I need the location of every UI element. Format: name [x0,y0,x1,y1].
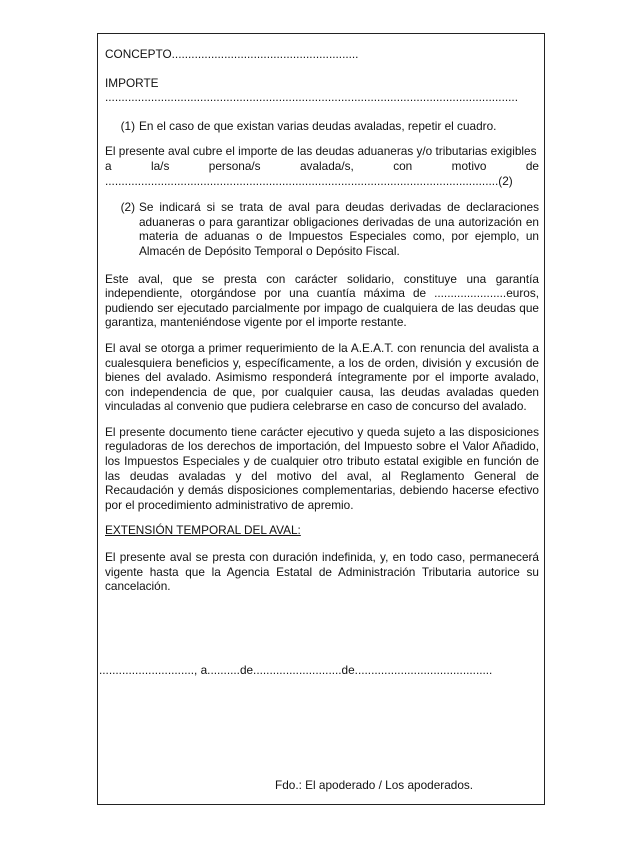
paragraph-duracion: El presente aval se presta con duración indefinida, y, en todo caso, permanecerá vigente hasta que la Agencia Estatal de Administración Tributaria autorice su cancelación. [105,550,539,594]
footnote-1-number: (1) [120,118,135,133]
paragraph-ejecutivo: El presente documento tiene carácter ejecutivo y queda sujeto a las disposiciones reguladoras de los derechos de importación, del Impuesto sobre el Valor Añadido, los Impuestos Especiales y de cualquier otro tributo estatal exigible en función de las deudas avaladas y del motivo del aval, al Reglamento General de Recaudación y demás disposiciones complementarias, debiendo hacerse efectivo por el procedimiento administrativo de apremio. [105,424,539,512]
cover-paragraph [105,144,539,188]
footnote-1 [105,119,539,134]
footnote-2 [105,200,539,258]
cover-line-2 [105,159,539,174]
heading-extension-temporal: EXTENSIÓN TEMPORAL DEL AVAL: [105,523,301,538]
concepto-field: CONCEPTO......................................................... [105,47,359,61]
cover-word-avalada: avalada/s, [300,158,354,173]
cover-line-1: El presente aval cubre el importe de las deudas aduaneras y/o tributarias exigibles [105,144,537,159]
signature-caption: Fdo.: El apoderado / Los apoderados. [275,778,474,792]
footnote-2-number: (2) [120,200,135,215]
footnote-2-text: Se indicará si se trata de aval para deudas derivadas de declaraciones aduaneras o para garantizar obligaciones derivadas de una autorización en materia de aduanas o de Impuestos Especiales como, por ejemplo, un Almacén de Depósito Temporal o Depósito Fiscal. [139,200,539,258]
importe-label: IMPORTE [105,75,159,90]
motivo-field: ........................................................................................................................(2) [105,173,513,188]
cover-word-motivo: motivo [451,158,487,173]
document-body [105,47,539,605]
cover-word-persona: persona/s [208,158,261,173]
cover-word-a: a [105,158,112,173]
place-date-line: ............................., a..........de...........................de.......................................... [99,663,493,677]
cover-word-la: la/s [150,158,170,173]
importe-field: .............................................................................................................................. [105,90,518,105]
cover-word-con: con [393,158,413,173]
document-frame [97,33,545,805]
paragraph-requerimiento: El aval se otorga a primer requerimiento de la A.E.A.T. con renuncia del avalista a cualesquiera beneficios y, específicamente, a los de orden, división y excusión de bienes del avalado. Asimismo responderá íntegramente por el importe avalado, con independencia de que, por cualquier causa, las deudas avaladas queden vinculadas al convenio que pudiera celebrarse en caso de concurso del avalado. [105,340,539,414]
footnote-1-text: En el caso de que existan varias deudas avaladas, repetir el cuadro. [139,118,497,133]
paragraph-solidario: Este aval, que se presta con carácter solidario, constituye una garantía independiente, otorgándose por una cuantía máxima de ......................euros, pudiendo ser ejecutado parcialmente por impago de cualquiera de las deudas que garantiza, manteniéndose vigente por el importe restante. [105,271,539,330]
cover-word-de: de [525,158,539,173]
